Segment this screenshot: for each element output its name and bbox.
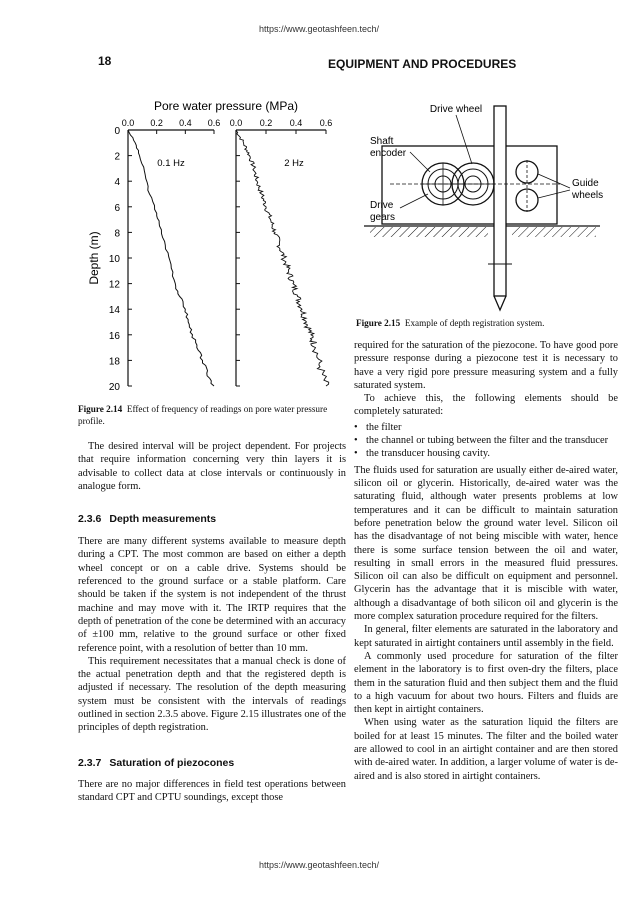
cone-tip [494,296,506,310]
paragraph: When using water as the saturation liquid the filters are boiled for at least 15 minutes. The filter and the boiled water are allowed to cool in an airtight container and are then stored with de-aired water. In addition, a larger volume of water is de-aired and is also stored in airtight containers. [354,717,618,782]
depth-registration-diagram [360,98,610,313]
ground-hatch-right [512,227,596,237]
paragraph: There are many different systems available to measure depth during a CPT. The most common are based on either a depth wheel concept or on a cable drive. Systems should be referenced to the ground surface or a stable platform. Care should be taken if the system is not independent of the thrust machine and may move with it. The IRTP requires that the depth of penetration of the cone be determined with an accuracy of ±100 mm, relative to the ground surface or other fixed reference point, with a resolution of better than 10 mm. [78,536,346,654]
push-rod [494,106,506,296]
series-label-0-1hz: 0.1 Hz [157,158,185,169]
y-tick-label: 14 [108,305,120,317]
figure-2-14-caption [78,404,346,427]
caption-text: Effect of frequency of readings on pore water pressure profile. [78,404,328,426]
caption-text: Example of depth registration system. [404,318,545,328]
x-tick-label: 0.4 [289,118,303,128]
y-tick-label: 20 [108,382,120,393]
paragraph: The desired interval will be project dependent. For projects that require information concerning very thin layers it is advisable to collect data at close intervals or continuously in analogue form. [78,441,346,492]
y-tick-label: 2 [114,151,120,163]
label-shaft: Shaft [370,136,394,147]
list-item: • the filter [354,421,618,434]
right-column [354,339,618,783]
paragraph: required for the saturation of the piezocone. To have good pore pressure response during a piezocone test it is necessary to have a very rigid pore pressure measuring system and a fully saturated system. [354,340,618,391]
top-url[interactable]: https://www.geotashfeen.tech/ [258,24,380,34]
pore-pressure-chart [76,96,352,398]
page-number: 18 [98,54,112,68]
paragraph: In general, filter elements are saturated in the laboratory and kept saturated in airtight containers until assembly in the field. [354,624,618,649]
frame-box [382,146,557,224]
y-tick-label: 18 [108,356,120,368]
y-tick-label: 12 [108,279,120,291]
chart-title: Pore water pressure (MPa) [153,99,299,113]
list-item: • the transducer housing cavity. [354,447,618,460]
label-gears: gears [370,212,396,223]
paragraph: This requirement necessitates that a manual check is done of the actual penetration depth and that the registered depth is adjusted if necessary. The resolution of the depth measuring system must be consistent with the intervals of readings outlined in section 2.3.5 above. Figure 2.15 illustrates one of the principles of depth registration. [78,655,346,734]
caption-label: Figure 2.14 [78,404,123,414]
x-tick-label: 0.0 [229,118,243,128]
y-tick-label: 8 [114,228,120,240]
running-title: EQUIPMENT AND PROCEDURES [328,57,517,71]
x-tick-label: 0.6 [319,118,333,128]
y-tick-label: 10 [108,254,120,265]
x-tick-label: 0.2 [150,118,163,128]
chart-ylabel: Depth (m) [87,231,101,285]
label-guide: Guide [572,178,599,189]
paragraph: To achieve this, the following elements should be completely saturated: [354,393,618,418]
y-tick-label: 6 [114,202,120,214]
y-tick-label: 0 [114,126,120,137]
caption-label: Figure 2.15 [356,318,401,328]
y-tick-label: 16 [108,330,120,342]
bottom-url[interactable]: https://www.geotashfeen.tech/ [258,860,380,870]
heading-2-3-7: 2.3.7 Saturation of piezocones [78,756,235,769]
x-tick-label: 0.2 [259,118,273,128]
left-column [78,440,346,804]
x-tick-label: 0.6 [207,118,221,128]
saturation-list [354,421,618,460]
series-label-2hz: 2 Hz [284,158,304,169]
y-tick-label: 4 [114,177,120,189]
label-wheels: wheels [572,190,604,201]
paragraph: The fluids used for saturation are usually either de-aired water, silicon oil or glycerin. Historically, de-aired water was the saturating fluid, although water presents problems at low temperatures and it can be difficult to maintain saturation before penetration below the ground water level. Silicon oil has the disadvantage of not being miscible with water, hence there is some surface tension between the oil and water, resulting in small errors in the measured fluid pressures. Silicon oil can also be difficult on equipment and personnel. Glycerin has the advantage that it is miscible with water, although a disadvantage of both silicon oil and glycerin is the more complex saturation procedure required for the filters. [354,464,618,623]
paragraph: There are no major differences in field test operations between standard CPT and CPTU soundings, except those [78,778,346,803]
label-encoder: encoder [370,148,407,159]
list-item: • the channel or tubing between the filter and the transducer [354,434,618,447]
x-tick-label: 0.4 [179,118,192,128]
label-drive-wheel: Drive wheel [429,104,483,115]
heading-2-3-6: 2.3.6 Depth measurements [78,513,217,526]
series-line-2hz [236,130,329,386]
ground-hatch-left [370,227,488,237]
x-tick-label: 0.0 [121,118,135,128]
paragraph: A commonly used procedure for saturation of the filter element in the laboratory is to first oven-dry the filters, place them in the saturation fluid and then subject them and the fluid to a high vacuum for about two hours. Filters and fluids are then kept in airtight containers. [354,650,618,716]
label-drive: Drive [370,200,394,211]
figure-2-15-caption [356,318,616,330]
